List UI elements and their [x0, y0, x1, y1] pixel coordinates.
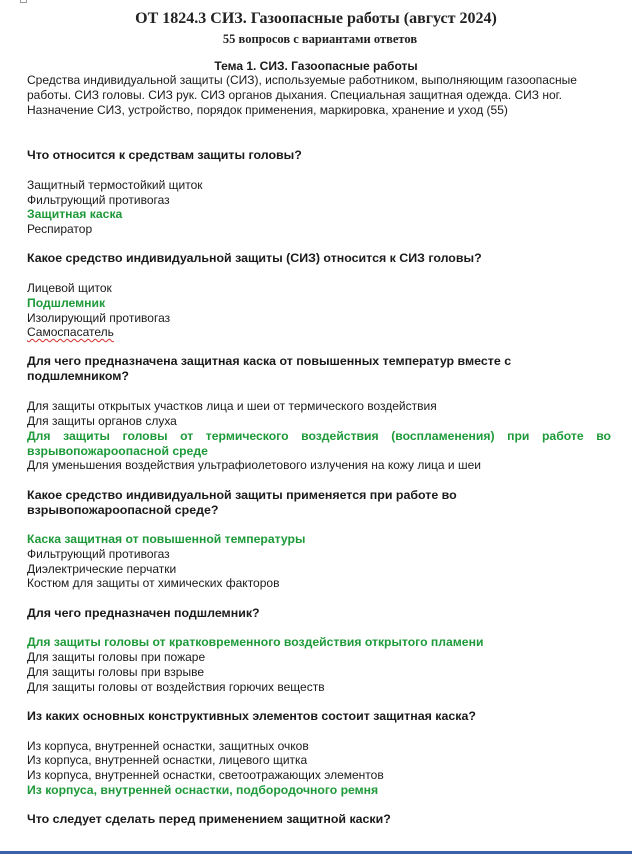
answer-5-2: Для защиты головы при пожаре — [27, 650, 206, 664]
question-1: Что относится к средствам защиты головы? — [27, 148, 302, 162]
answer-3-3-correct: Для защиты головы от термического воздействия (воспламенения) при работе во взрывопожароопасной среде — [27, 429, 611, 458]
question-2: Какое средство индивидуальной защиты (СИЗ) относится к СИЗ головы? — [27, 251, 482, 265]
answer-5-3: Для защиты головы при взрыве — [27, 665, 204, 679]
document-title: ОТ 1824.3 СИЗ. Газоопасные работы (август 2024) — [135, 10, 497, 27]
answer-6-2: Из корпуса, внутренней оснастки, лицевого щитка — [27, 753, 308, 767]
answer-6-4-correct: Из корпуса, внутренней оснастки, подбородочного ремня — [27, 783, 379, 797]
answer-5-1-correct: Для защиты головы от кратковременного воздействия открытого пламени — [27, 635, 484, 649]
answer-6-1: Из корпуса, внутренней оснастки, защитных очков — [27, 739, 309, 753]
answer-4-4: Костюм для защиты от химических факторов — [27, 576, 280, 590]
answer-2-3: Изолирующий противогаз — [27, 311, 171, 325]
answer-4-2: Фильтрующий противогаз — [27, 547, 170, 561]
topic-description: Средства индивидуальной защиты (СИЗ), используемые работником, выполняющим газоопасные работы. СИЗ головы. СИЗ рук. СИЗ органов дыхания. Специальная защитная одежда. СИЗ ног. Назначение СИЗ, устройство, порядок применения, маркировка, хранение и уход (55) — [27, 73, 577, 117]
answer-2-2-correct: Подшлемник — [27, 296, 106, 310]
answer-3-4: Для уменьшения воздействия ультрафиолетового излучения на кожу лица и шеи — [27, 458, 481, 472]
question-4: Какое средство индивидуальной защиты применяется при работе во взрывопожароопасной среде? — [27, 488, 457, 517]
answer-2-1: Лицевой щиток — [27, 281, 112, 295]
answer-1-3-correct: Защитная каска — [27, 207, 123, 221]
answer-6-3: Из корпуса, внутренней оснастки, светоотражающих элементов — [27, 768, 384, 782]
answer-1-1: Защитный термостойкий щиток — [27, 178, 203, 192]
answer-1-4: Респиратор — [27, 222, 93, 236]
answer-4-3: Диэлектрические перчатки — [27, 562, 177, 576]
topic-title: Тема 1. СИЗ. Газоопасные работы — [214, 59, 418, 73]
answer-4-1-correct: Каска защитная от повышенной температуры — [27, 532, 306, 546]
answer-5-4: Для защиты головы от воздействия горючих веществ — [27, 680, 325, 694]
question-3: Для чего предназначена защитная каска от повышенных температур вместе с подшлемником? — [27, 354, 512, 383]
question-6: Из каких основных конструктивных элементов состоит защитная каска? — [27, 709, 476, 723]
document-subtitle: 55 вопросов с вариантами ответов — [222, 32, 418, 46]
answer-1-2: Фильтрующий противогаз — [27, 193, 170, 207]
text-boundary-corner-mark — [20, 0, 27, 3]
question-7: Что следует сделать перед применением защитной каски? — [27, 812, 391, 826]
answer-2-4: Самоспасатель — [27, 325, 114, 339]
question-5: Для чего предназначен подшлемник? — [27, 606, 260, 620]
answer-3-1: Для защиты открытых участков лица и шеи от термического воздействия — [27, 399, 437, 413]
answer-3-2: Для защиты органов слуха — [27, 414, 177, 428]
